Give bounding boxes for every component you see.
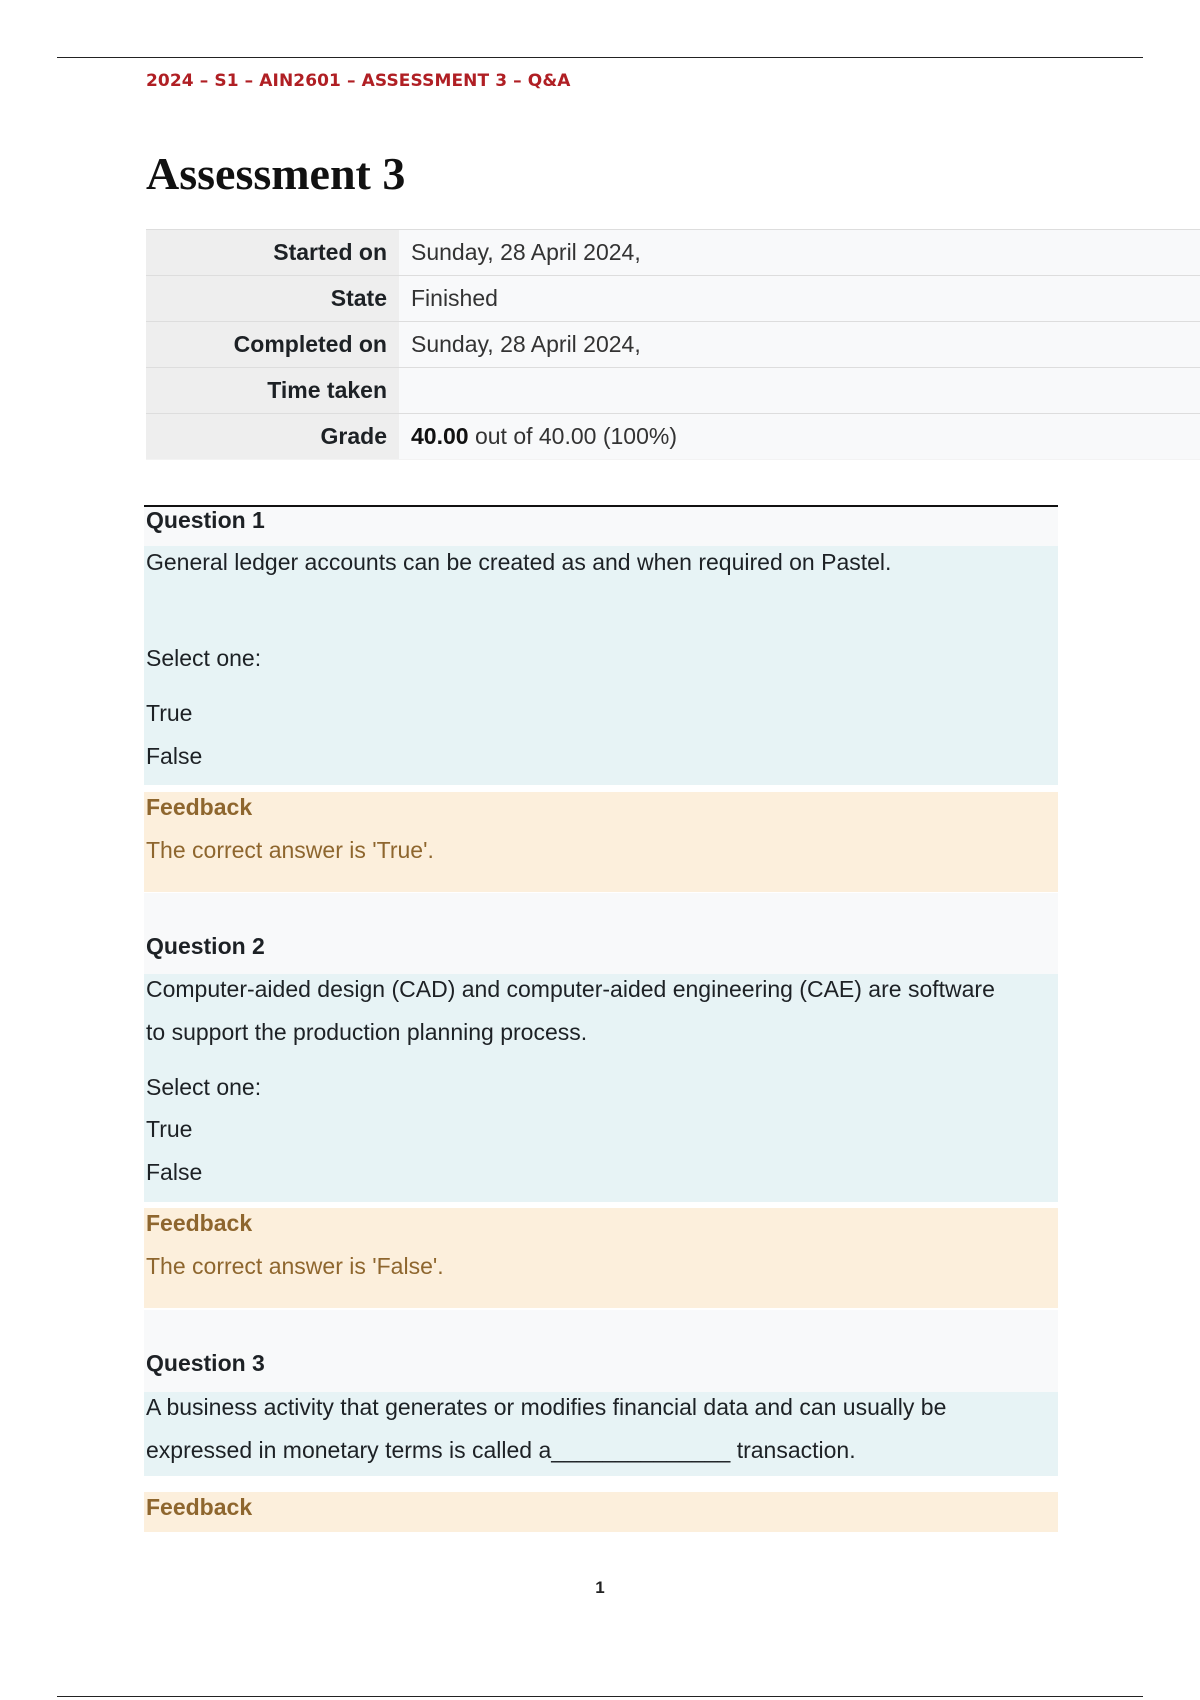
attempt-summary-table — [146, 229, 1200, 460]
summary-value: Finished — [399, 276, 1200, 322]
option-false[interactable]: False — [146, 1159, 203, 1185]
summary-row-completed-on — [146, 322, 1200, 368]
summary-label: Grade — [146, 414, 399, 460]
summary-label: State — [146, 276, 399, 322]
top-rule — [57, 57, 1143, 58]
summary-row-started-on — [146, 230, 1200, 276]
question-2-feedback — [144, 1208, 1058, 1308]
option-true[interactable]: True — [146, 700, 193, 726]
feedback-title: Feedback — [146, 1210, 253, 1236]
option-false[interactable]: False — [146, 743, 203, 769]
option-true[interactable]: True — [146, 1116, 193, 1142]
grade-score: 40.00 — [411, 423, 469, 449]
feedback-title: Feedback — [146, 1494, 253, 1520]
question-2-text-line-2: to support the production planning process. — [146, 1019, 588, 1045]
summary-row-grade — [146, 414, 1200, 460]
question-2-header — [144, 893, 1058, 974]
question-2-title: Question 2 — [146, 933, 265, 959]
page-title: Assessment 3 — [146, 148, 406, 199]
summary-value — [399, 414, 1200, 460]
question-3-title: Question 3 — [146, 1350, 265, 1376]
document-header: 2024 – S1 – AIN2601 – ASSESSMENT 3 – Q&A — [146, 71, 571, 91]
feedback-text: The correct answer is 'False'. — [146, 1253, 444, 1279]
question-1-header — [144, 507, 1058, 546]
question-2-text-line-1: Computer-aided design (CAD) and computer-aided engineering (CAE) are software — [146, 976, 995, 1002]
question-3-text-line-2: expressed in monetary terms is called a______________ transaction. — [146, 1437, 856, 1463]
summary-value: Sunday, 28 April 2024, — [399, 230, 1200, 276]
summary-row-state — [146, 276, 1200, 322]
question-1-text: General ledger accounts can be created as and when required on Pastel. — [146, 549, 892, 575]
question-1-title: Question 1 — [146, 507, 265, 533]
summary-value — [399, 368, 1200, 414]
bottom-rule — [57, 1696, 1143, 1697]
summary-label: Time taken — [146, 368, 399, 414]
question-3-text-line-1: A business activity that generates or modifies financial data and can usually be — [146, 1394, 947, 1420]
question-3-feedback — [144, 1492, 1058, 1532]
summary-label: Started on — [146, 230, 399, 276]
page-number: 1 — [595, 1578, 605, 1597]
select-one-label: Select one: — [146, 1074, 262, 1100]
select-one-label: Select one: — [146, 645, 262, 671]
grade-total: out of 40.00 (100%) — [468, 423, 677, 449]
question-3-header — [144, 1310, 1058, 1392]
question-1-feedback — [144, 792, 1058, 892]
feedback-title: Feedback — [146, 794, 253, 820]
question-1-body — [144, 546, 1058, 785]
summary-label: Completed on — [146, 322, 399, 368]
question-3-body — [144, 1392, 1058, 1476]
summary-row-time-taken — [146, 368, 1200, 414]
question-2-body — [144, 974, 1058, 1202]
summary-value: Sunday, 28 April 2024, — [399, 322, 1200, 368]
feedback-text: The correct answer is 'True'. — [146, 837, 434, 863]
